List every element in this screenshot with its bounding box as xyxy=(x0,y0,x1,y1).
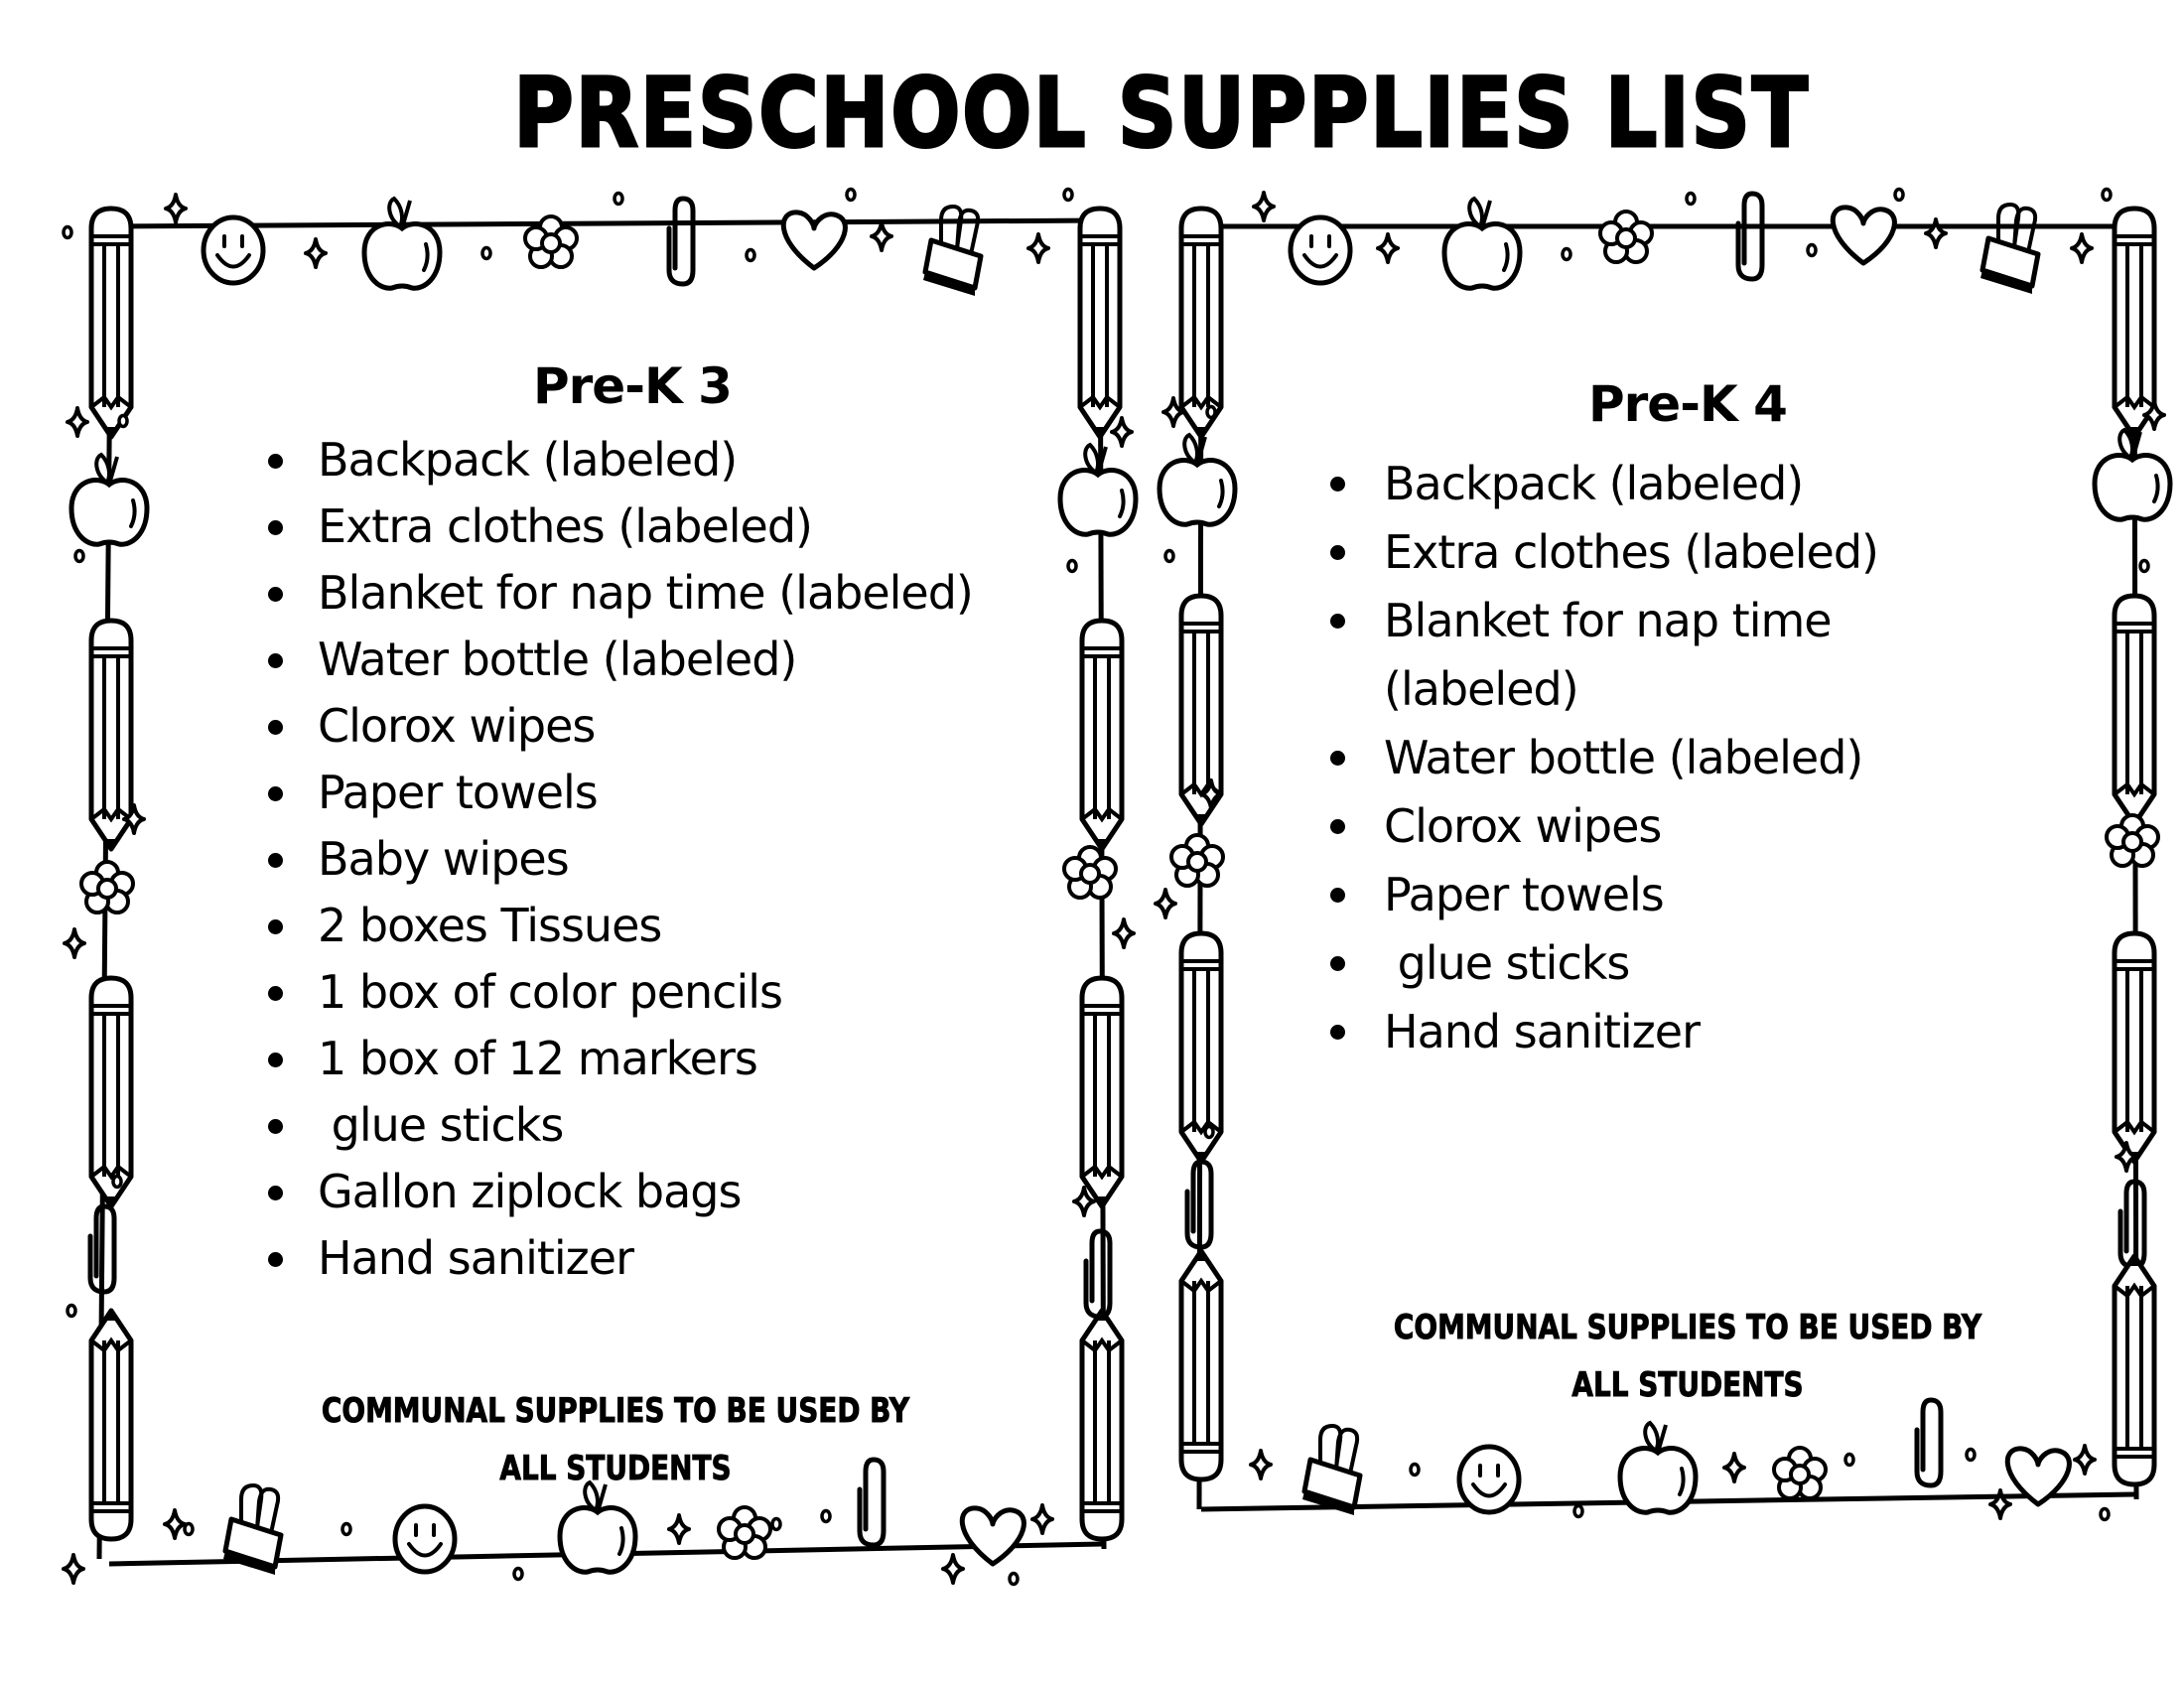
list-item: Hand sanitizer xyxy=(1330,998,1946,1066)
communal-supplies-note: COMMUNAL SUPPLIES TO BE USED BY ALL STUDENTS xyxy=(1393,1308,1982,1405)
list-item: Hand sanitizer xyxy=(268,1225,973,1292)
panel-heading: Pre-K 4 xyxy=(1588,375,1787,433)
list-item: Extra clothes (labeled) xyxy=(268,493,973,560)
list-item: Paper towels xyxy=(268,760,973,826)
list-item: Clorox wipes xyxy=(268,693,973,760)
list-item: Blanket for nap time (labeled) xyxy=(268,560,973,627)
list-item: 1 box of 12 markers xyxy=(268,1026,973,1092)
list-item: Backpack (labeled) xyxy=(268,427,973,493)
list-item: glue sticks xyxy=(1330,929,1946,998)
list-item: 1 box of color pencils xyxy=(268,959,973,1026)
communal-supplies-note: COMMUNAL SUPPLIES TO BE USED BY ALL STUDENTS xyxy=(321,1391,910,1488)
list-item: Water bottle (labeled) xyxy=(1330,724,1946,792)
list-item: glue sticks xyxy=(268,1092,973,1159)
list-item: Extra clothes (labeled) xyxy=(1330,518,1946,587)
list-item: Blanket for nap time (labeled) xyxy=(1330,587,1946,724)
page-title: PRESCHOOL SUPPLIES LIST xyxy=(513,58,1810,169)
panel-heading: Pre-K 3 xyxy=(533,357,732,415)
supply-list xyxy=(1330,450,1946,1066)
list-item: Backpack (labeled) xyxy=(1330,450,1946,518)
panel-pre-k-4 xyxy=(1152,0,2184,1688)
list-item: Water bottle (labeled) xyxy=(268,627,973,693)
list-item: Baby wipes xyxy=(268,826,973,893)
supply-list xyxy=(268,427,973,1292)
list-item: 2 boxes Tissues xyxy=(268,893,973,959)
list-item: Clorox wipes xyxy=(1330,792,1946,861)
list-item: Paper towels xyxy=(1330,861,1946,929)
list-item: Gallon ziplock bags xyxy=(268,1159,973,1225)
